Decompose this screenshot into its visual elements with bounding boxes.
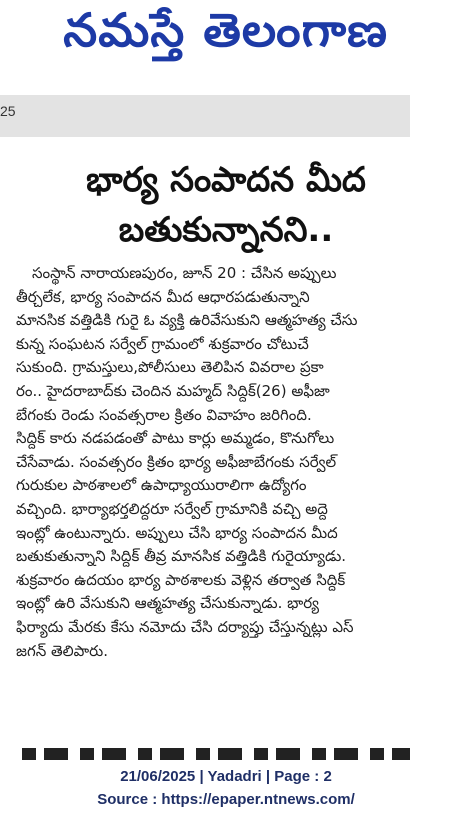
article-line: శుక్రవారం ఉదయం భార్య పాఠశాలకు వెళ్లిన తర్వాత సిద్దిక్: [16, 570, 346, 589]
article-line: బతుకుతున్నాని సిద్దిక్ తీవ్ర మానసిక వత్తిడికి గురైయ్యాడు.: [16, 547, 347, 566]
article-line: రం.. హైదరాబాద్‌కు చెందిన మహ్మద్ సిద్దిక్(26) అఫీజా: [16, 381, 330, 400]
article-line: ఇంట్లో ఉరి వేసుకుని ఆత్మహత్య చేసుకున్నాడు. భార్య: [16, 594, 320, 613]
headline-line-2: బతుకున్నానని..: [118, 210, 334, 250]
article-line: సుకుంది. గ్రామస్తులు,పోలీసులు తెలిపిన వివరాల ప్రకా: [16, 358, 324, 377]
headline-line-1: భార్య సంపాదన మీద: [86, 160, 366, 200]
article-line: మానసిక వత్తిడికి గురై ఓ వ్యక్తి ఉరివేసుకుని ఆత్మహత్య చేసు: [16, 311, 358, 330]
footer-date-edition: 21/06/2025 | Yadadri | Page : 2: [120, 768, 332, 785]
article-line: సిద్దిక్ కారు నడపడంతో పాటు కార్లు అమ్మడం, కొనుగోలు: [16, 429, 335, 448]
article-line: చేసేవాడు. సంవత్సరం క్రితం భార్య అఫీజాబేగంకు సర్వేల్: [16, 452, 337, 471]
page-header-strip: [0, 95, 410, 137]
article-line: జగన్ తెలిపారు.: [16, 641, 108, 660]
article-line: తీర్చలేక, భార్య సంపాదన మీద ఆధారపడుతున్నాని: [16, 287, 310, 306]
article-line: కున్న సంఘటన సర్వేల్ గ్రామంలో శుక్రవారం చోటుచే: [16, 334, 309, 353]
article-line: సంస్థాన్ నారాయణపురం, జూన్ 20 : చేసిన అప్పులు: [32, 264, 337, 282]
article-line: ఇంట్లో ఉంటున్నారు. అప్పులు చేసి భార్య సంపాదన మీద: [16, 523, 338, 542]
strip-text: 25: [0, 103, 16, 119]
article-line: ఫిర్యాదు మేరకు కేసు నమోదు చేసి దర్యాప్తు చేస్తున్నట్లు ఎస్: [16, 617, 354, 636]
newspaper-masthead: [0, 0, 452, 72]
masthead-title: నమస్తే తెలంగాణ: [63, 3, 389, 57]
article-line: వచ్చింది. భార్యాభర్తలిద్దరూ సర్వేల్ గ్రామానికి వచ్చి అద్దె: [16, 499, 328, 518]
article-line: బేగంకు రెండు సంవత్సరాల క్రితం వివాహం జరిగింది.: [16, 405, 312, 424]
article-body: [16, 262, 424, 732]
article-line: గురుకుల పాఠశాలలో ఉపాధ్యాయురాలిగా ఉద్యోగం: [16, 476, 307, 495]
cropped-next-headline: [22, 742, 410, 760]
footer-source: Source : https://epaper.ntnews.com/: [97, 791, 355, 808]
